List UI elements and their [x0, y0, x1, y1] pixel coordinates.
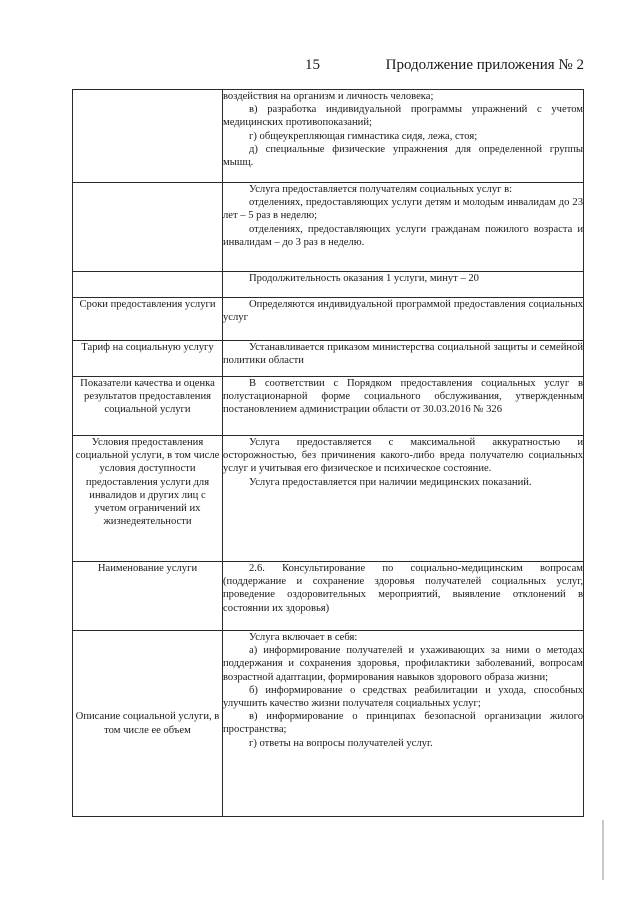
content-paragraph: воздействия на организм и личность человека; — [223, 91, 434, 102]
scan-artifact-line — [602, 820, 604, 880]
row-label-cell — [73, 436, 223, 562]
table-row — [73, 272, 584, 298]
row-content-cell — [223, 272, 584, 298]
content-paragraph: в) информирование о принципах безопасной организации жилого пространства; — [223, 711, 583, 736]
row-label-cell — [73, 562, 223, 631]
row-label: Наименование услуги — [97, 563, 198, 574]
row-label-cell — [73, 183, 223, 272]
table-row — [73, 562, 584, 631]
row-label: Сроки предоставления услуги — [79, 299, 216, 310]
table-row — [73, 377, 584, 436]
page-number: 15 — [305, 57, 320, 73]
services-table-body — [73, 90, 584, 817]
row-label-cell — [73, 377, 223, 436]
table-row — [73, 183, 584, 272]
appendix-continuation-title: Продолжение приложения № 2 — [385, 57, 584, 73]
content-paragraph: В соответствии с Порядком предоставления социальных услуг в полустационарной форме социального обслуживания, утвержденным постановлением администрации области от 30.03.2016 № 326 — [223, 378, 583, 416]
content-paragraph: в) разработка индивидуальной программы упражнений с учетом медицинских противопоказаний; — [223, 104, 583, 129]
content-paragraph: отделениях, предоставляющих услуги детям и молодым инвалидам до 23 лет – 5 раз в неделю; — [223, 197, 583, 222]
row-content-cell — [223, 341, 584, 377]
row-content-cell — [223, 631, 584, 817]
content-paragraph: Продолжительность оказания 1 услуги, минут – 20 — [249, 273, 479, 284]
content-paragraph: г) общеукрепляющая гимнастика сидя, лежа, стоя; — [249, 130, 478, 142]
row-content-cell — [223, 562, 584, 631]
content-paragraph: б) информирование о средствах реабилитации и ухода, способных улучшить качество жизни получателя социальных услуг; — [223, 684, 583, 710]
content-paragraph: 2.6. Консультирование по социально-медицинским вопросам (поддержание и сохранение здоровья получателей социальных услуг, проведение оздоровительных мероприятий, выявление отклонений в состоянии их здоровья) — [223, 563, 583, 614]
table-row — [73, 90, 584, 183]
content-paragraph: д) специальные физические упражнения для определенной группы мышц. — [223, 143, 583, 169]
table-row — [73, 298, 584, 341]
row-label-cell — [73, 272, 223, 298]
content-paragraph: Услуга включает в себя: — [249, 632, 358, 643]
row-content-cell — [223, 183, 584, 272]
row-label: Тариф на социальную услугу — [81, 342, 214, 353]
row-label: Условия предоставления социальной услуги, в том числе условия доступности предоставления услуги для инвалидов и других лиц с учетом ограничений их жизнедеятельности — [75, 437, 220, 528]
content-paragraph: г) ответы на вопросы получателей услуг. — [249, 737, 433, 749]
content-paragraph: Услуга предоставляется при наличии медицинских показаний. — [249, 476, 532, 488]
table-row — [73, 341, 584, 377]
row-label-cell — [73, 631, 223, 817]
content-paragraph: отделениях, предоставляющих услуги гражданам пожилого возраста и инвалидам – до 3 раз в неделю. — [223, 223, 583, 248]
row-label-cell — [73, 90, 223, 183]
row-content-cell — [223, 377, 584, 436]
content-paragraph: Устанавливается приказом министерства социальной защиты и семейной политики области — [223, 342, 583, 367]
content-paragraph: Услуга предоставляется с максимальной аккуратностью и осторожностью, без причинения какого-либо вреда получателю социальных услуг и учитывая его физическое и психическое состояние. — [223, 437, 583, 475]
row-label: Описание социальной услуги, в том числе ее объем — [75, 711, 220, 736]
content-paragraph: Определяются индивидуальной программой предоставления социальных услуг — [223, 299, 583, 324]
content-paragraph: Услуга предоставляется получателям социальных услуг в: — [249, 184, 513, 195]
content-paragraph: а) информирование получателей и ухаживающих за ними о методах поддержания и сохранения здоровья, профилактики заболеваний, вопросам возрастной адаптации, формирования навыков здорового образа жизни; — [223, 645, 583, 683]
table-row — [73, 436, 584, 562]
table-row — [73, 631, 584, 817]
services-table — [72, 89, 584, 817]
row-content-cell — [223, 436, 584, 562]
row-label: Показатели качества и оценка результатов предоставления социальной услуги — [80, 378, 215, 416]
row-content-cell — [223, 298, 584, 341]
row-label-cell — [73, 341, 223, 377]
row-content-cell — [223, 90, 584, 183]
page-header — [0, 56, 639, 76]
row-label-cell — [73, 298, 223, 341]
